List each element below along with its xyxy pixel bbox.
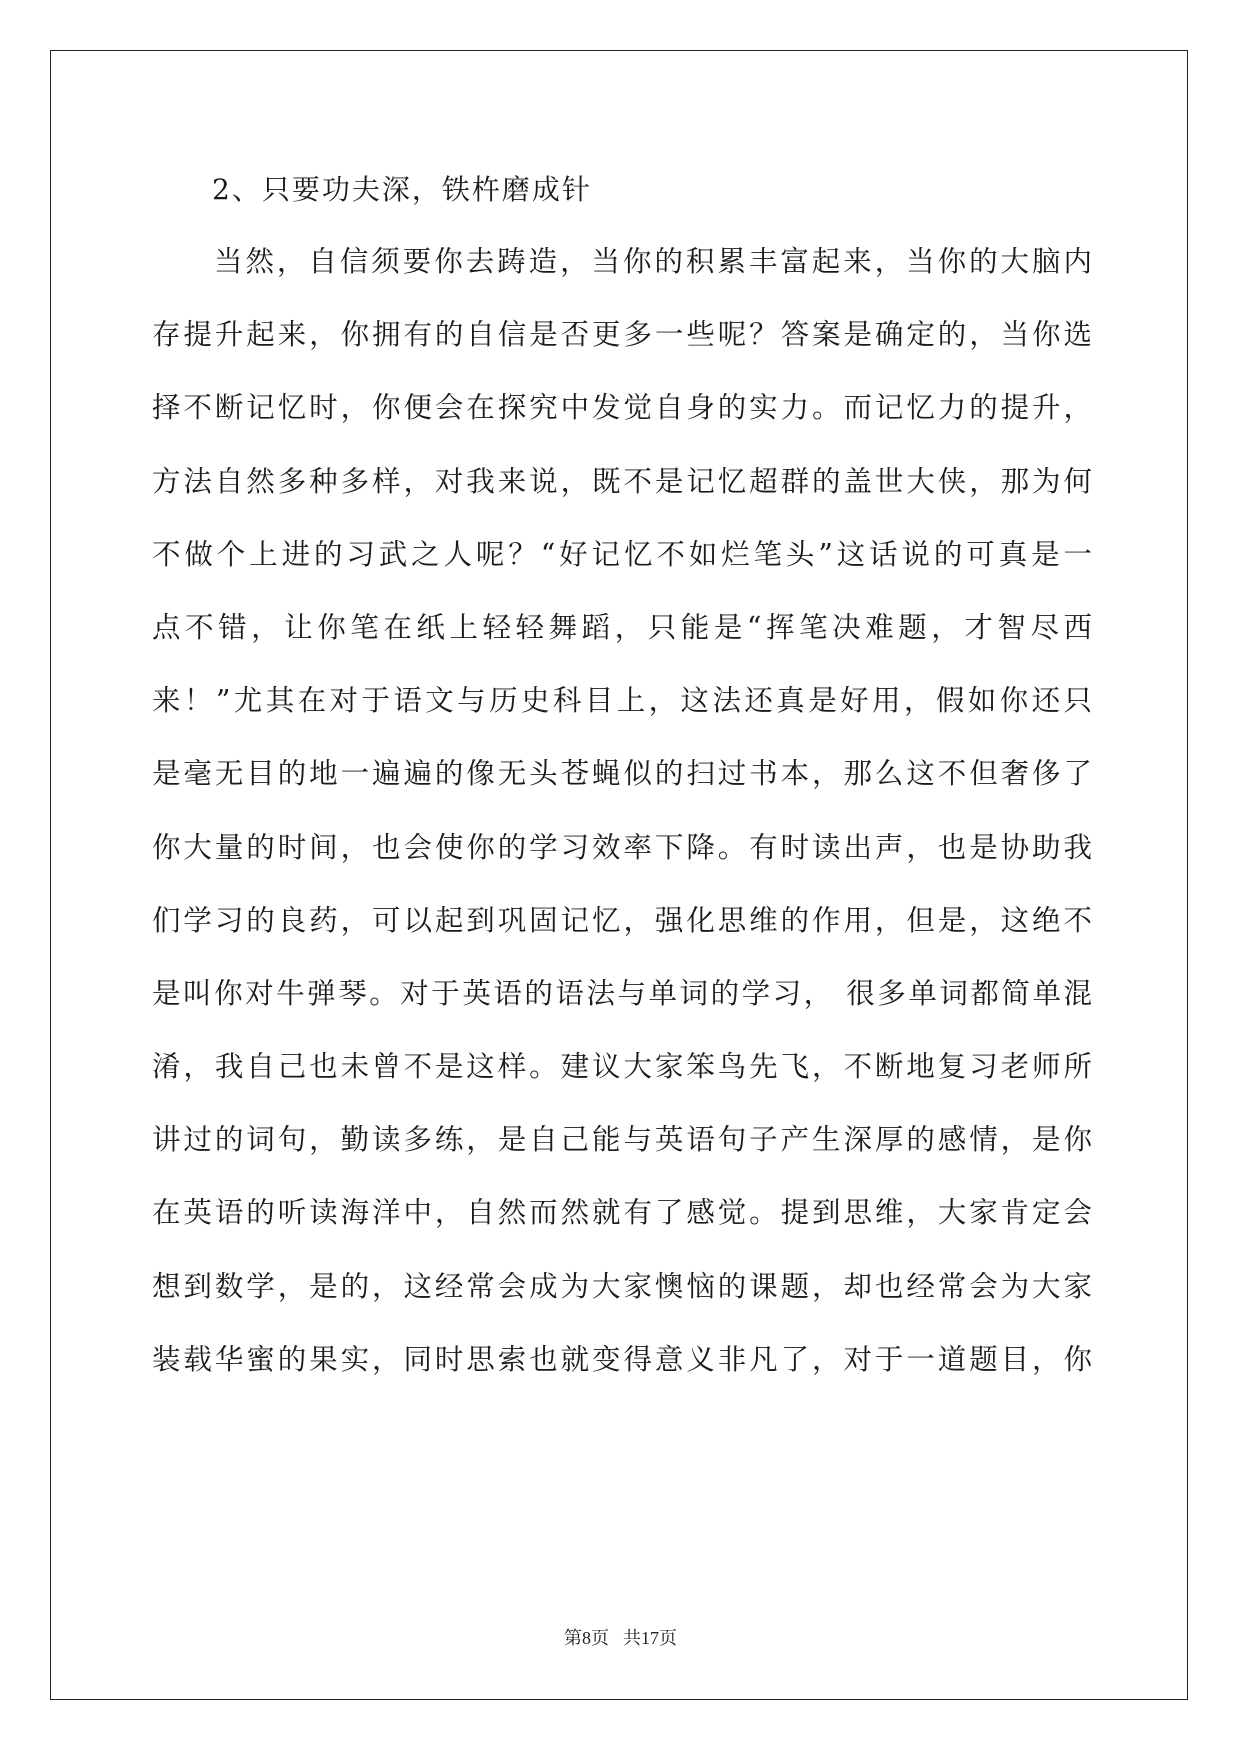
paragraph-line: 是毫无目的地一遍遍的像无头苍蝇似的扫过书本，那么这不但奢侈了 bbox=[152, 757, 1092, 791]
paragraph-line: 存提升起来，你拥有的自信是否更多一些呢？答案是确定的，当你选 bbox=[152, 318, 1092, 352]
paragraph-line: 来！”尤其在对于语文与历史科目上，这法还真是好用，假如你还只 bbox=[152, 684, 1092, 718]
paragraph-line: 们学习的良药，可以起到巩固记忆，强化思维的作用，但是，这绝不 bbox=[152, 903, 1092, 937]
paragraph-line: 在英语的听读海洋中，自然而然就有了感觉。提到思维，大家肯定会 bbox=[152, 1196, 1092, 1230]
paragraph-line: 择不断记忆时，你便会在探究中发觉自身的实力。而记忆力的提升， bbox=[152, 391, 1092, 425]
section-heading: 2、只要功夫深，铁杵磨成针 bbox=[212, 173, 592, 206]
paragraph-line: 讲过的词句，勤读多练，是自己能与英语句子产生深厚的感情，是你 bbox=[152, 1123, 1092, 1157]
page-number: 第8页 bbox=[564, 1628, 609, 1648]
paragraph-line: 淆，我自己也未曾不是这样。建议大家笨鸟先飞，不断地复习老师所 bbox=[152, 1050, 1092, 1084]
paragraph-line: 不做个上进的习武之人呢？“好记忆不如烂笔头”这话说的可真是一 bbox=[152, 537, 1092, 571]
body-paragraph bbox=[152, 225, 1092, 1396]
paragraph-line: 你大量的时间，也会使你的学习效率下降。有时读出声，也是协助我 bbox=[152, 830, 1092, 864]
paragraph-line: 是叫你对牛弹琴。对于英语的语法与单词的学习， 很多单词都简单混 bbox=[152, 976, 1092, 1010]
paragraph-line: 当然，自信须要你去踌造，当你的积累丰富起来，当你的大脑内 bbox=[214, 245, 1092, 278]
page-total: 共17页 bbox=[623, 1628, 677, 1648]
paragraph-line: 方法自然多种多样，对我来说，既不是记忆超群的盖世大侠，那为何 bbox=[152, 464, 1092, 498]
page-footer bbox=[0, 1624, 1241, 1650]
paragraph-line: 想到数学，是的，这经常会成为大家懊恼的课题，却也经常会为大家 bbox=[152, 1269, 1092, 1303]
paragraph-line: 点不错，让你笔在纸上轻轻舞蹈，只能是“挥笔决难题，才智尽西 bbox=[152, 610, 1092, 644]
paragraph-line: 装载华蜜的果实，同时思索也就变得意义非凡了，对于一道题目，你 bbox=[152, 1342, 1092, 1376]
